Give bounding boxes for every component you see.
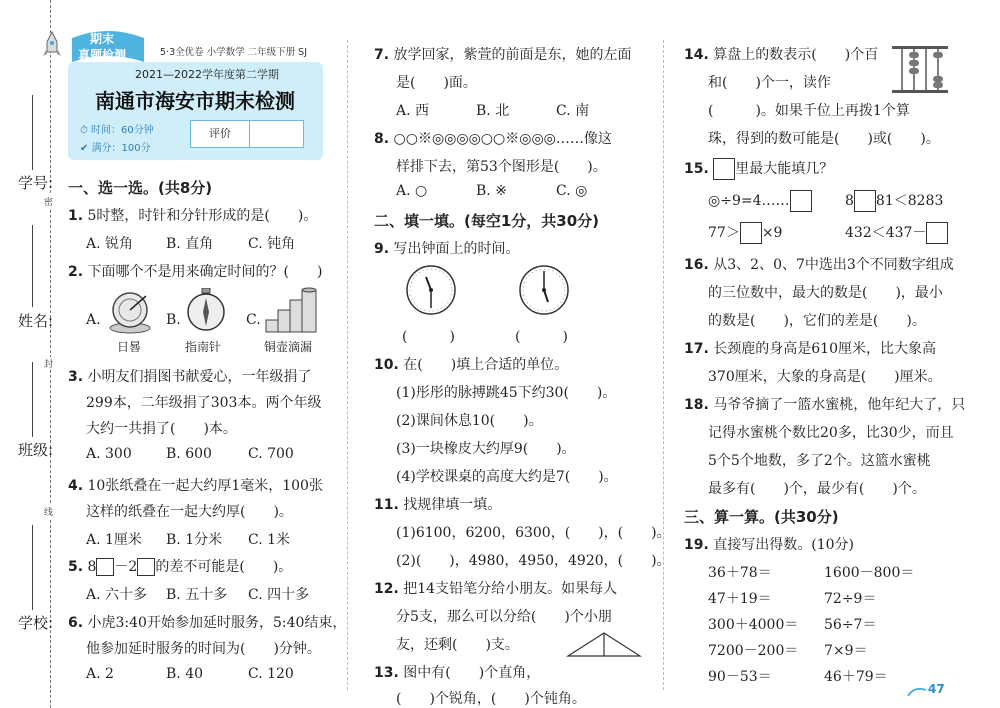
calc-left: 300＋4000＝: [708, 617, 799, 633]
name-label: 姓名:: [18, 312, 54, 330]
full-score: ✔ 满分：100分: [80, 143, 151, 154]
question-8-line2: 样排下去，第53个图形是( )。: [396, 159, 607, 175]
rocket-icon: [42, 30, 62, 60]
question-14-line4: 珠，得到的数可能是( )或( )。: [708, 131, 940, 147]
question-8: 8. ○○※◎◎◎◎○○※◎◎◎……像这: [374, 131, 612, 147]
question-14-line2: 和( )个一，读作: [708, 75, 831, 91]
blank-box: [854, 190, 876, 212]
water-clock-icon: [264, 286, 320, 334]
q2-option-a: A.: [86, 312, 101, 328]
student-id-label: 学号:: [18, 174, 54, 192]
calc-right: 1600－800＝: [824, 565, 915, 581]
blank-box: [926, 222, 948, 244]
name-line: [32, 225, 33, 307]
q15-expr-3: 77＞ ×9: [708, 222, 782, 244]
question-11: 11. 找规律填一填。: [374, 497, 502, 513]
q6-option-a: A. 2: [86, 666, 114, 682]
abacus-icon: [890, 40, 950, 96]
compass-caption: 指南针: [185, 340, 222, 354]
question-14: 14. 算盘上的数表示( )个百: [684, 47, 879, 63]
compass-icon: [186, 288, 226, 332]
question-3: 3. 小明友们捐图书献爱心，一年级捐了: [68, 369, 312, 385]
badge-text-1: 期末: [90, 32, 115, 46]
question-3-line3: 大约一共捐了( )本。: [86, 421, 237, 437]
q8-option-b: B. ※: [476, 183, 507, 199]
page-number: 47: [928, 682, 945, 696]
q6-option-b: B. 40: [166, 666, 204, 682]
triangle-figure: [566, 630, 642, 658]
calc-left: 7200－200＝: [708, 643, 799, 659]
q10-sub-1: (1)彤彤的脉搏跳45下约30( )。: [396, 385, 617, 401]
q3-option-a: A. 300: [86, 446, 132, 462]
blank-box: [713, 158, 735, 180]
question-6: 6. 小虎3:40开始参加延时服务，5:40结束，: [68, 615, 347, 631]
question-18-line2: 记得水蜜桃个数比20多，比30少，而且: [708, 425, 954, 441]
q1-option-a: A. 锐角: [86, 236, 134, 252]
q10-sub-4: (4)学校课桌的高度大约是7( )。: [396, 469, 618, 485]
cut-line: [50, 0, 51, 708]
question-4-line2: 这样的纸叠在一起大约厚( )。: [86, 504, 293, 520]
calc-left: 36＋78＝: [708, 565, 772, 581]
cut-char: 封: [44, 357, 53, 370]
question-18-line3: 5个5个地数，多了2个。这篮水蜜桃: [708, 453, 931, 469]
time-limit: ⏱ 时间：60分钟: [80, 125, 154, 136]
question-18: 18. 马爷爷摘了一篮水蜜桃，他年纪大了，只: [684, 397, 966, 413]
section-1-title: 一、选一选。(共8分): [68, 179, 213, 197]
q10-sub-2: (2)课间休息10( )。: [396, 413, 543, 429]
question-2: 2. 下面哪个不是用来确定时间的？( ): [68, 264, 323, 280]
question-7: 7. 放学回家，紫萱的前面是东，她的左面: [374, 47, 632, 63]
question-14-line3: ( )。如果千位上再拨1个算: [708, 103, 910, 119]
q4-option-b: B. 1分米: [166, 532, 223, 548]
student-id-line: [32, 95, 33, 170]
blank-box: [740, 222, 762, 244]
question-15: 15. 里最大能填几？: [684, 158, 833, 180]
q1-option-b: B. 直角: [166, 236, 214, 252]
column-divider: [347, 40, 348, 690]
question-5: 5. 8 －2 的差不可能是( )。: [68, 559, 293, 575]
class-line: [32, 362, 33, 437]
clock-1-answer: ( ): [402, 329, 455, 345]
q2-option-c: C.: [246, 312, 261, 328]
question-9: 9. 写出钟面上的时间。: [374, 241, 520, 257]
series-label: 5·3全优卷 小学数学 二年级下册 SJ: [160, 47, 307, 58]
question-13: 13. 图中有( )个直角，: [374, 665, 541, 681]
section-2-title: 二、填一填。(每空1分，共30分): [374, 212, 600, 230]
question-7-line2: 是( )面。: [396, 75, 477, 91]
calc-right: 72÷9＝: [824, 591, 877, 607]
question-17-line2: 370厘米，大象的身高是( )厘米。: [708, 369, 942, 385]
school-line: [32, 525, 33, 610]
calc-left: 47＋19＝: [708, 591, 772, 607]
q5-option-b: B. 五十多: [166, 587, 228, 603]
evaluation-box: [190, 120, 304, 148]
section-3-title: 三、算一算。(共30分): [684, 508, 839, 526]
cut-char: 密: [44, 195, 53, 208]
question-12-line2: 分5支，那么可以分给( )个小朋: [396, 609, 612, 625]
q5-option-c: C. 四十多: [248, 587, 310, 603]
cut-char: 线: [44, 505, 53, 518]
binding-strip: [0, 0, 64, 708]
q3-option-c: C. 700: [248, 446, 294, 462]
school-label: 学校:: [18, 614, 54, 632]
q7-option-b: B. 北: [476, 103, 510, 119]
blank-box: [96, 558, 114, 576]
clock-face-2: [518, 264, 570, 316]
q10-sub-3: (3)一块橡皮大约厚9( )。: [396, 441, 576, 457]
clock-face-1: [405, 264, 457, 316]
question-13-line2: ( )个锐角，( )个钝角。: [396, 691, 586, 707]
badge-text-2: 真题检测: [78, 48, 127, 62]
question-3-line2: 299本，二年级捐了303本。两个年级: [86, 395, 322, 411]
clock-2-answer: ( ): [515, 329, 568, 345]
calc-right: 7×9＝: [824, 643, 868, 659]
question-18-line4: 最多有( )个，最少有( )个。: [708, 481, 926, 497]
q11-sub-1: (1)6100，6200，6300，( )，( )。: [396, 525, 671, 541]
question-17: 17. 长颈鹿的身高是610厘米，比大象高: [684, 341, 936, 357]
q5-option-a: A. 六十多: [86, 587, 148, 603]
question-16: 16. 从3、2、0、7中选出3个不同数字组成: [684, 257, 954, 273]
column-divider: [663, 40, 664, 690]
q15-expr-2: 8 81＜8283: [845, 190, 943, 212]
question-1: 1. 5时整，时针和分针形成的是( )。: [68, 208, 318, 224]
question-10: 10. 在( )填上合适的单位。: [374, 357, 569, 373]
q8-option-c: C. ◎: [556, 183, 588, 199]
class-label: 班级:: [18, 441, 54, 459]
sundial-icon: [106, 288, 154, 334]
q6-option-c: C. 120: [248, 666, 294, 682]
q1-option-c: C. 钝角: [248, 236, 296, 252]
q7-option-a: A. 西: [396, 103, 430, 119]
q2-option-b: B.: [166, 312, 181, 328]
page-swirl-icon: [906, 684, 928, 700]
sundial-caption: 日晷: [117, 340, 142, 354]
question-12-line3: 友，还剩( )支。: [396, 637, 519, 653]
question-12: 12. 把14支铅笔分给小朋友。如果每人: [374, 581, 618, 597]
calc-right: 56÷7＝: [824, 617, 877, 633]
calc-left: 90－53＝: [708, 669, 772, 685]
question-16-line2: 的三位数中，最大的数是( )，最小: [708, 285, 943, 301]
blank-box: [790, 190, 812, 212]
evaluation-label: 评价: [191, 121, 250, 147]
q11-sub-2: (2)( )，4980，4950，4920，( )。: [396, 553, 671, 569]
q15-expr-4: 432＜437－: [845, 222, 948, 244]
q7-option-c: C. 南: [556, 103, 590, 119]
q4-option-a: A. 1厘米: [86, 532, 142, 548]
q8-option-a: A. ○: [396, 183, 428, 199]
question-4: 4. 10张纸叠在一起大约厚1毫米，100张: [68, 478, 323, 494]
q3-option-b: B. 600: [166, 446, 212, 462]
water-clock-caption: 铜壶滴漏: [264, 340, 313, 354]
blank-box: [137, 558, 155, 576]
q15-expr-1: ◎÷9=4……: [708, 190, 812, 212]
calc-right: 46＋79＝: [824, 669, 888, 685]
question-6-line2: 他参加延时服务的时间为( )分钟。: [86, 641, 321, 657]
q4-option-c: C. 1米: [248, 532, 291, 548]
question-19: 19. 直接写出得数。(10分): [684, 537, 855, 553]
school-year: 2021—2022学年度第二学期: [135, 68, 279, 81]
exam-title: 南通市海安市期末检测: [95, 89, 295, 113]
question-16-line3: 的数是( )，它们的差是( )。: [708, 313, 926, 329]
